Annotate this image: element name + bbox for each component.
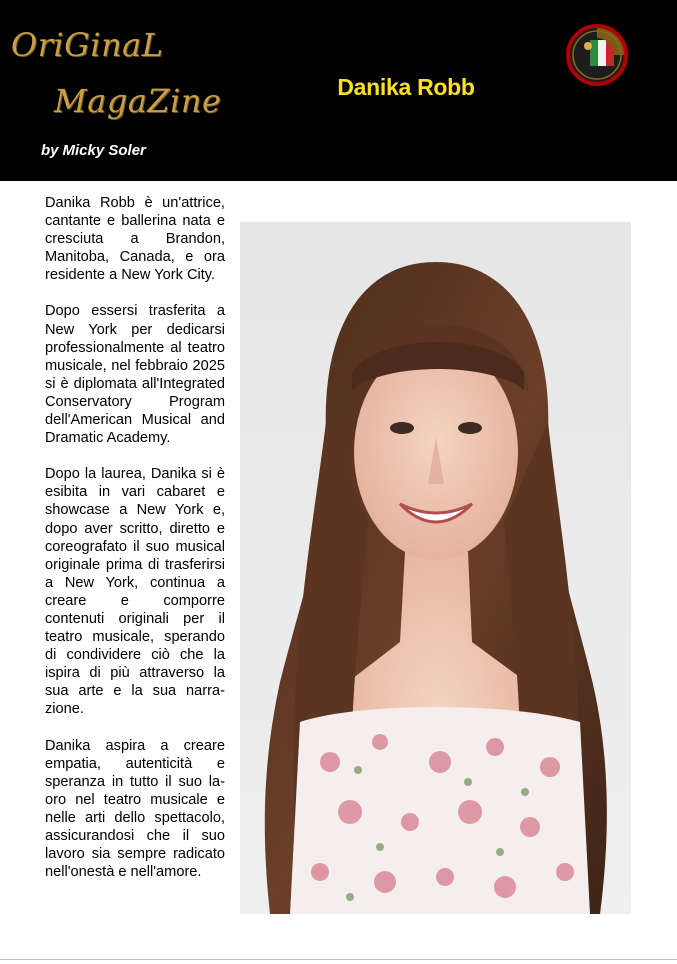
article-body bbox=[45, 194, 225, 899]
logo-line-magazine: MagaZine bbox=[54, 82, 222, 120]
magazine-logo bbox=[0, 0, 240, 140]
magazine-header bbox=[0, 0, 677, 181]
author-name: Micky Soler bbox=[62, 142, 146, 159]
article-paragraph-3: Dopo la laurea, Danika si è esibita in vari cabaret e showcase a New York e, dopo aver scritto, diretto e coreografato il suo musical originale prima di trasferirsi a New York, continua a creare e comporre contenuti originali per il teatro musicale, sperando di condividere ciò che la ispira di più attraverso la sua arte e la sua narrazione. bbox=[45, 466, 225, 718]
byline bbox=[41, 142, 146, 159]
byline-prefix: by bbox=[41, 142, 59, 159]
article-paragraph-2: Dopo essersi trasferita a New York per dedicarsi professionalmente al teatro musicale, nel febbraio 2025 si è diplomata all'Integrated Conservatory Program dell'American Musical and Dramatic Academy. bbox=[45, 303, 225, 447]
article-paragraph-1: Danika Robb è un'attrice, cantante e ballerina nata e cresciuta a Brandon, Manitoba, Canada, e ora residente a New York City. bbox=[45, 195, 225, 284]
seal-logo-icon bbox=[566, 24, 628, 86]
portrait-photo bbox=[240, 222, 631, 914]
page-title: Danika Robb bbox=[337, 74, 475, 100]
logo-line-original: OriGinaL bbox=[11, 26, 164, 64]
bottom-rule bbox=[0, 959, 677, 960]
article-paragraph-4: Danika aspira a creare empatia, autenticità e speranza in tutto il suo laoro nel teatro musicale e nelle arti dello spettacolo, assicurandosi che il suo lavoro sia sempre radicato nell'onestà e nell'amore. bbox=[45, 737, 225, 881]
